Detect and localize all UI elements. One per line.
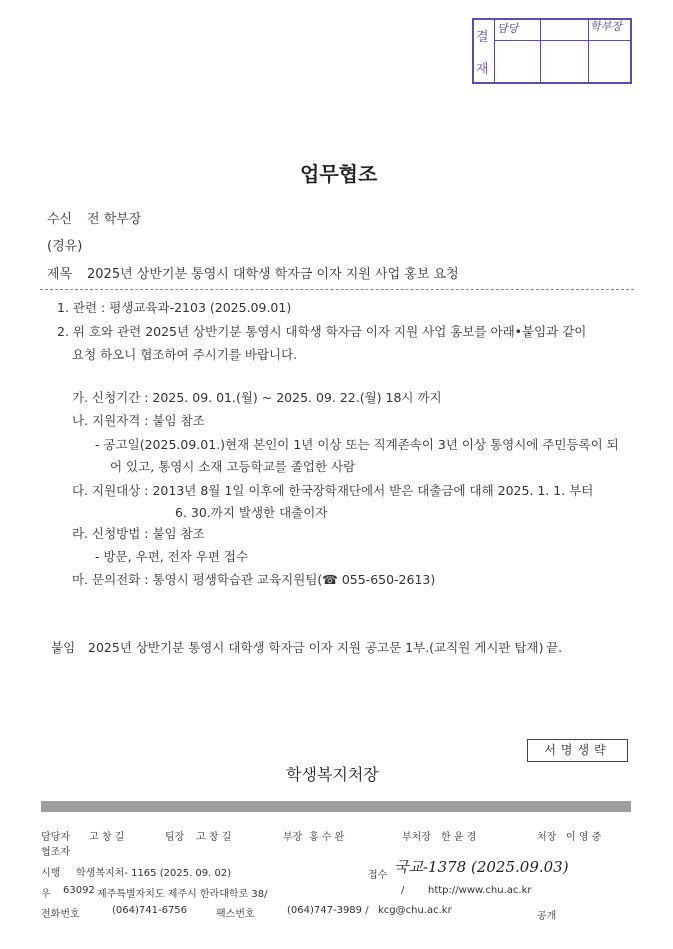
attachment-value: 2025년 상반기분 통영시 대학생 학자금 이자 지원 공고문 1부.(교직원 게시판 탑재) xyxy=(88,640,544,655)
director-name: 이 영 중 xyxy=(566,832,602,843)
end-mark: 끝. xyxy=(546,640,563,655)
approval-label-top: 결 xyxy=(476,30,489,45)
website-link[interactable]: http://www.chu.ac.kr xyxy=(428,885,532,896)
approval-sign-staff: 담당 xyxy=(497,22,519,35)
team-lead-name: 고 창 길 xyxy=(196,832,232,843)
stamp-divider xyxy=(588,20,589,82)
enforce-label: 시행 xyxy=(41,868,61,879)
stamp-divider xyxy=(540,20,541,82)
paragraph-2-line1: 2. 위 호와 관련 2025년 상반기분 통영시 대학생 학자금 이자 지원 사업 홍보를 아래•붙임과 같이 xyxy=(57,324,587,339)
dept-head-label: 부장 xyxy=(283,832,303,843)
postal-label: 우 xyxy=(41,889,51,900)
approval-sign-head: 학부장 xyxy=(590,20,622,33)
item-method-detail: - 방문, 우편, 전자 우편 접수 xyxy=(95,549,249,564)
recipient-label: 수신 xyxy=(47,212,73,227)
postal-code: 63092 xyxy=(63,885,95,896)
address: 제주특별자치도 제주시 한라대학로 38/ xyxy=(97,889,268,900)
item-eligibility-detail2: 어 있고, 통영시 소재 고등학교를 졸업한 사람 xyxy=(110,459,356,474)
phone-value: (064)741-6756 xyxy=(112,905,188,916)
cooperator-label: 협조자 xyxy=(41,847,70,858)
disclosure-status: 공개 xyxy=(537,911,557,922)
header-separator xyxy=(40,289,634,290)
team-lead-label: 팀장 xyxy=(165,832,185,843)
recipient-value: 전 학부장 xyxy=(87,212,142,227)
deputy-label: 부처장 xyxy=(402,832,431,843)
stamp-divider xyxy=(494,20,495,82)
sign-omitted-box: 서명생략 xyxy=(527,739,628,762)
issuer-name: 학생복지처장 xyxy=(286,765,379,784)
fax-value: (064)747-3989 / xyxy=(287,905,369,916)
director-label: 처장 xyxy=(537,832,557,843)
deputy-name: 한 윤 경 xyxy=(441,832,477,843)
paragraph-2-line2: 요청 하오니 협조하여 주시기를 바랍니다. xyxy=(72,347,298,362)
subject-label: 제목 xyxy=(47,267,73,282)
footer-separator-bar xyxy=(41,801,631,812)
receipt-handwritten: 국교-1378 (2025.09.03) xyxy=(394,858,569,876)
subject-value: 2025년 상반기분 통영시 대학생 학자금 이자 지원 사업 홍보 요청 xyxy=(87,267,459,282)
item-target-line2: 6. 30.까지 발생한 대출이자 xyxy=(175,505,328,520)
staff-label: 담당자 xyxy=(41,832,70,843)
via-field: (경유) xyxy=(47,239,83,254)
item-target-line1: 다. 지원대상 : 2013년 8월 1일 이후에 한국장학재단에서 받은 대출금에 대해 2025. 1. 1. 부터 xyxy=(72,483,594,498)
paragraph-1: 1. 관련 : 평생교육과-2103 (2025.09.01) xyxy=(57,300,292,315)
approval-label-bottom: 재 xyxy=(476,62,489,77)
receipt-label: 접수 xyxy=(368,870,388,881)
item-application-period: 가. 신청기간 : 2025. 09. 01.(월) ~ 2025. 09. 22.(월) 18시 까지 xyxy=(72,390,442,405)
dept-head-name: 홍 수 완 xyxy=(309,832,345,843)
address-slash: / xyxy=(401,885,405,896)
fax-label: 팩스번호 xyxy=(216,909,255,920)
stamp-header-line xyxy=(494,40,630,41)
enforce-value: 학생복지처- 1165 (2025. 09. 02) xyxy=(76,868,232,879)
item-eligibility: 나. 지원자격 : 붙임 참조 xyxy=(72,413,205,428)
document-title: 업무협조 xyxy=(300,162,378,186)
attachment-label: 붙임 xyxy=(51,640,76,655)
item-application-method: 라. 신청방법 : 붙임 참조 xyxy=(72,526,205,541)
staff-name: 고 창 길 xyxy=(89,832,125,843)
item-inquiry: 마. 문의전화 : 통영시 평생학습관 교육지원팀(☎ 055-650-2613) xyxy=(72,572,436,587)
phone-label: 전화번호 xyxy=(41,909,80,920)
email-link[interactable]: kcg@chu.ac.kr xyxy=(378,905,452,916)
item-eligibility-detail1: - 공고일(2025.09.01.)현재 본인이 1년 이상 또는 직계존속이 3년 이상 통영시에 주민등록이 되 xyxy=(95,437,619,452)
